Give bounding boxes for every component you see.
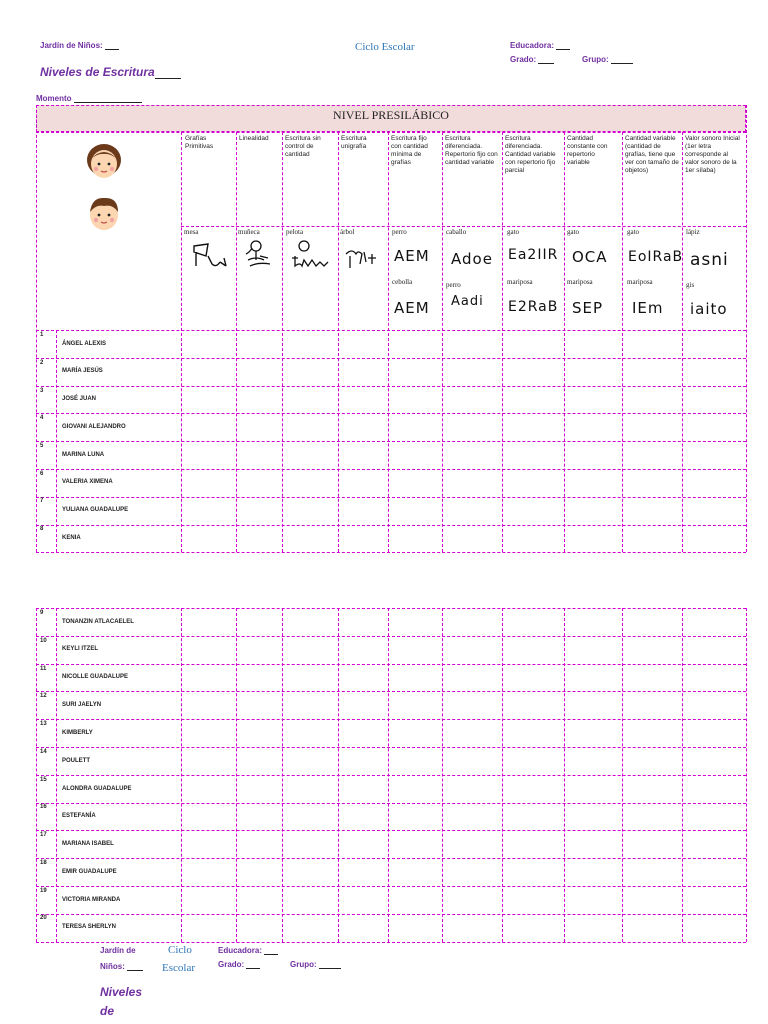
example-word: gato: [627, 228, 640, 236]
student-name: SURI JAELYN: [62, 702, 102, 708]
grid-hline: [36, 497, 746, 498]
sample-writing: AEM: [394, 299, 430, 317]
grid-vline: [746, 105, 747, 552]
doodle-mesa-icon: [190, 240, 232, 272]
footer-educadora-label: Educadora:: [218, 946, 278, 955]
footer-grado-label: Grado:: [218, 960, 260, 969]
col-sin-control: Escritura sin control de cantidad: [285, 135, 321, 158]
row-number: 3: [40, 388, 44, 394]
col-unigrafia: Escritura unigrafía: [341, 135, 367, 150]
grid-hline: [36, 747, 746, 748]
doodle-pelota-icon: [290, 238, 330, 272]
grid-hline: [36, 636, 746, 637]
row-number: 16: [40, 804, 47, 810]
grid-hline: [36, 858, 746, 859]
grid-hline: [181, 226, 746, 227]
grid-hline: [36, 886, 746, 887]
row-number: 12: [40, 693, 47, 699]
grid-vline: [622, 132, 623, 552]
footer-escolar-label: Escolar: [162, 962, 195, 974]
girl-face-icon: [86, 143, 122, 181]
student-name: MARIANA ISABEL: [62, 841, 114, 847]
student-name: ESTEFANÍA: [62, 813, 96, 819]
boy-face-icon: [86, 194, 122, 232]
grid-vline: [622, 608, 623, 942]
grid-vline: [181, 608, 182, 942]
grid-hline: [36, 830, 746, 831]
row-number: 10: [40, 638, 47, 644]
example-word: cebolla: [392, 278, 413, 286]
grid-vline: [502, 132, 503, 552]
grid-hline: [36, 719, 746, 720]
example-word: pelota: [286, 228, 304, 236]
student-name: TERESA SHERLYN: [62, 924, 116, 930]
example-word: mariposa: [567, 278, 593, 286]
example-word: lápiz: [686, 228, 700, 236]
grado-label: Grado:: [510, 55, 554, 64]
grid-hline: [36, 386, 746, 387]
student-name: VALERIA XIMENA: [62, 479, 113, 485]
grid-vline: [282, 132, 283, 552]
sample-writing: Adoe: [451, 250, 493, 268]
sample-writing: Aadi: [451, 294, 484, 309]
student-name: MARÍA JESÚS: [62, 368, 103, 374]
grid-hline: [36, 330, 746, 331]
grid-hline: [36, 803, 746, 804]
example-word: mesa: [184, 228, 199, 236]
grid-vline: [236, 132, 237, 552]
col-cantidad-constante: Cantidad constante con repertorio variable: [567, 135, 608, 166]
footer-ciclo-label: Ciclo: [168, 944, 192, 956]
example-word: perro: [392, 228, 407, 236]
example-word: gato: [507, 228, 520, 236]
ciclo-escolar-label: Ciclo Escolar: [355, 41, 415, 53]
row-number: 15: [40, 777, 47, 783]
doodle-muneca-icon: [240, 238, 276, 272]
student-name: EMIR GUADALUPE: [62, 869, 117, 875]
grid-vline: [282, 608, 283, 942]
row-number: 13: [40, 721, 47, 727]
educadora-label: Educadora:: [510, 41, 570, 50]
sample-writing: EoIRaB: [628, 249, 684, 265]
row-number: 11: [40, 666, 47, 672]
example-word: muñeca: [238, 228, 260, 236]
row-number: 8: [40, 526, 44, 532]
sample-writing: iaito: [690, 300, 728, 318]
grid-hline: [36, 942, 746, 943]
example-word: mariposa: [627, 278, 653, 286]
grid-hline: [36, 691, 746, 692]
row-number: 18: [40, 860, 47, 866]
grid-hline: [36, 664, 746, 665]
grid-vline: [56, 330, 57, 552]
example-word: caballo: [446, 228, 467, 236]
sample-writing: AEM: [394, 247, 430, 265]
grid-vline: [388, 132, 389, 552]
col-diferenciada-fijo: Escritura diferenciada. Repertorio fijo con cantidad variable: [445, 135, 498, 166]
sample-writing: asni: [690, 250, 729, 270]
footer-ninos-label: Niños:: [100, 962, 143, 971]
jardin-label: Jardín de Niños:: [40, 41, 119, 50]
grid-hline: [36, 441, 746, 442]
student-name: JOSÉ JUAN: [62, 396, 97, 402]
grid-hline: [36, 358, 746, 359]
col-fijo-minimo: Escritura fijo con cantidad mínima de grafías: [391, 135, 428, 166]
student-name: ALONDRA GUADALUPE: [62, 786, 132, 792]
row-number: 5: [40, 443, 44, 449]
grupo-label: Grupo:: [582, 55, 633, 64]
grid-hline: [36, 914, 746, 915]
example-word: perro: [446, 281, 461, 289]
grid-vline: [442, 608, 443, 942]
col-cantidad-variable: Cantidad variable (cantidad de grafías, tiene que ver con tamaño de objetos): [625, 135, 679, 174]
doodle-arbol-icon: [344, 244, 384, 272]
row-number: 20: [40, 915, 47, 921]
student-name: KEYLI ITZEL: [62, 646, 98, 652]
grid-vline: [746, 608, 747, 942]
footer-de-label: de: [100, 1004, 115, 1018]
grid-vline: [36, 105, 37, 552]
row-number: 4: [40, 415, 44, 421]
student-name: KENIA: [62, 535, 81, 541]
grid-hline: [36, 608, 746, 609]
niveles-title: Niveles de Escritura: [40, 65, 181, 79]
grid-vline: [682, 132, 683, 552]
student-name: ÁNGEL ALEXIS: [62, 341, 107, 347]
grid-vline: [442, 132, 443, 552]
row-number: 17: [40, 832, 47, 838]
sample-writing: SEP: [572, 299, 604, 317]
col-grafias-primitivas: Grafías Primitivas: [185, 135, 214, 150]
grid-vline: [181, 132, 182, 552]
grid-vline: [36, 608, 37, 942]
row-number: 19: [40, 888, 47, 894]
grid-vline: [338, 608, 339, 942]
grid-vline: [56, 608, 57, 942]
row-number: 1: [40, 332, 44, 338]
col-valor-sonoro: Valor sonoro Inicial (1er letra corresponde al valor sonoro de la 1er sílaba): [685, 135, 740, 174]
grid-vline: [236, 608, 237, 942]
row-number: 7: [40, 498, 44, 504]
nivel-presilabico-header: NIVEL PRESILÁBICO: [36, 105, 746, 132]
footer-jardin-label: Jardín de: [100, 946, 136, 955]
grid-hline: [36, 525, 746, 526]
row-number: 14: [40, 749, 47, 755]
grid-hline: [36, 469, 746, 470]
grid-vline: [564, 132, 565, 552]
grid-vline: [564, 608, 565, 942]
grid-hline: [36, 552, 746, 553]
student-name: TONANZIN ATLACAELEL: [62, 619, 134, 625]
grid-hline: [36, 775, 746, 776]
col-diferenciada-variable: Escritura diferenciada. Cantidad variable con repertorio fijo parcial: [505, 135, 556, 174]
sample-writing: OCA: [572, 248, 608, 266]
grid-vline: [338, 132, 339, 552]
grid-hline: [36, 413, 746, 414]
example-word: gato: [567, 228, 580, 236]
grid-hline: [36, 132, 746, 133]
student-name: GIOVANI ALEJANDRO: [62, 424, 126, 430]
example-word: árbol: [340, 228, 355, 236]
student-name: MARINA LUNA: [62, 452, 105, 458]
student-name: KIMBERLY: [62, 730, 93, 736]
student-name: POULETT: [62, 758, 90, 764]
student-name: VICTORIA MIRANDA: [62, 897, 121, 903]
row-number: 2: [40, 360, 44, 366]
grid-vline: [388, 608, 389, 942]
footer-niveles-label: Niveles: [100, 985, 143, 999]
momento-label: Momento: [36, 94, 142, 103]
example-word: mariposa: [507, 278, 533, 286]
sample-writing: E2RaB: [508, 299, 559, 315]
col-linealidad: Linealidad: [239, 135, 269, 142]
sample-writing: IEm: [632, 299, 664, 317]
student-name: NICOLLE GUADALUPE: [62, 674, 128, 680]
grid-vline: [682, 608, 683, 942]
row-number: 6: [40, 471, 44, 477]
sample-writing: Ea2IIR: [508, 247, 559, 263]
footer-grupo-label: Grupo:: [290, 960, 341, 969]
row-number: 9: [40, 610, 44, 616]
example-word: gis: [686, 281, 695, 289]
student-name: YULIANA GUADALUPE: [62, 507, 129, 513]
grid-vline: [502, 608, 503, 942]
